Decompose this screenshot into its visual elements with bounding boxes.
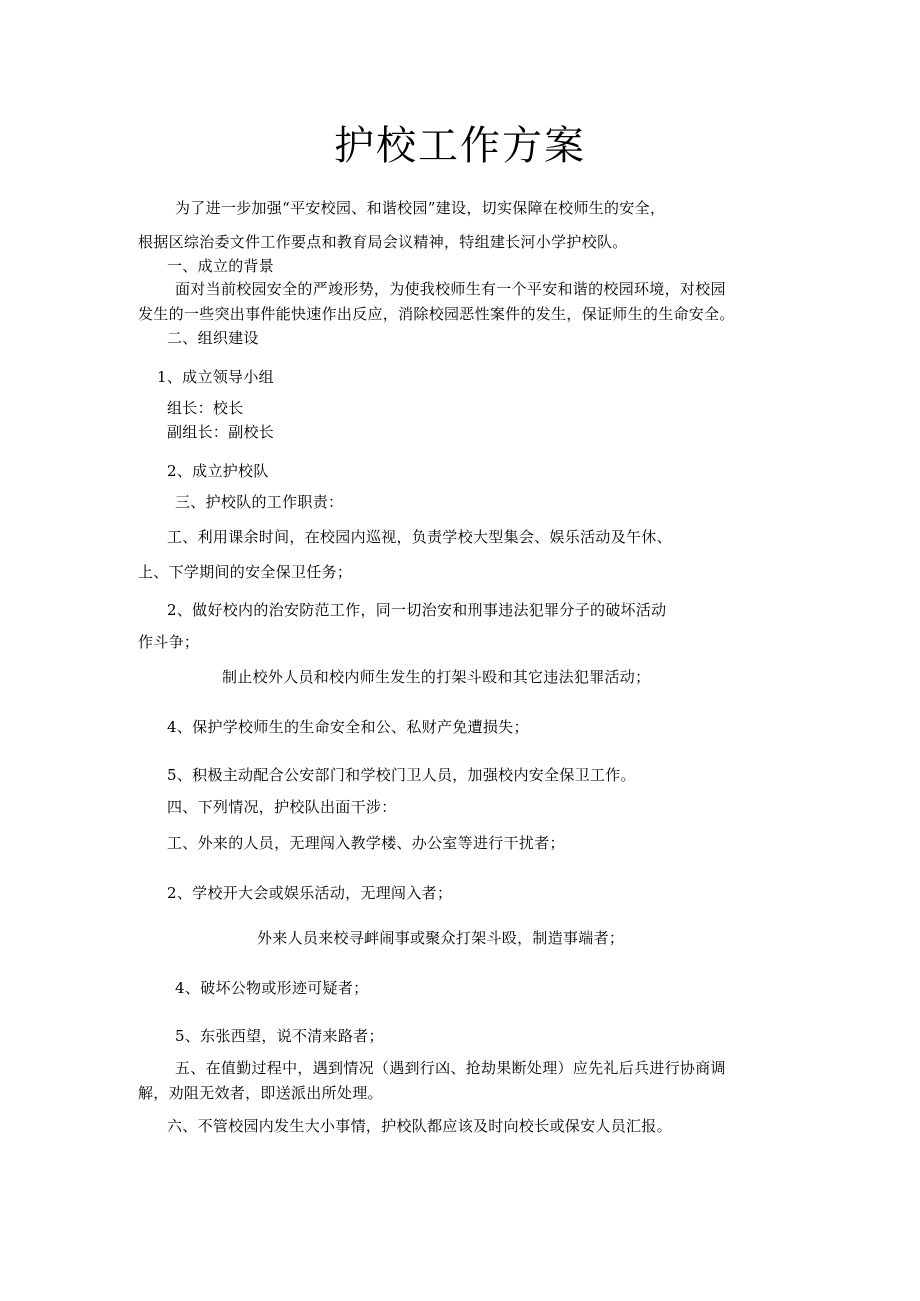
section-1-heading: 一、成立的背景 [167,257,275,275]
leader-line: 组长：校长 [167,399,244,417]
deputy-leader-line: 副组长：副校长 [167,423,275,441]
case-2: 2、学校开大会或娱乐活动，无理闯入者； [167,884,453,902]
duty-2-line-1: 2、做好校内的治安防范工作，同一切治安和刑事违法犯罪分子的破坏活动 [167,601,667,619]
section-1-line-2: 发生的一些突出事件能快速作出反应，消除校园恶性案件的发生，保证师生的生命安全。 [138,305,735,323]
intro-line-1: 为了进一步加强“平安校园、和谐校园”建设，切实保障在校师生的安全， [175,199,666,217]
case-4: 4、破坏公物或形迹可疑者； [175,979,369,997]
section-3-heading: 三、护校队的工作职责： [175,493,344,511]
duty-2-line-2: 作斗争； [138,633,200,651]
section-6: 六、不管校园内发生大小事情，护校队都应该及时向校长或保安人员汇报。 [167,1117,672,1135]
section-4-heading: 四、下列情况，护校队出面干涉： [167,798,397,816]
item-patrol-team: 2、成立护校队 [167,462,269,480]
duty-3: 制止校外人员和校内师生发生的打架斗殴和其它违法犯罪活动； [222,668,651,686]
case-3: 外来人员来校寻衅闹事或聚众打架斗殴，制造事端者； [257,929,625,947]
case-5: 5、东张西望，说不清来路者； [175,1027,384,1045]
section-5-line-1: 五、在值勤过程中，遇到情况（遇到行凶、抢劫果断处理）应先礼后兵进行协商调 [175,1059,726,1077]
case-1: 工、外来的人员，无理闯入教学楼、办公室等进行干扰者； [167,834,565,852]
duty-1-line-2: 上、下学期间的安全保卫任务； [138,563,353,581]
duty-4: 4、保护学校师生的生命安全和公、私财产免遭损失； [167,718,529,736]
duty-1-line-1: 工、利用课余时间，在校园内巡视，负责学校大型集会、娱乐活动及午休、 [167,528,672,546]
section-1-line-1: 面对当前校园安全的严竣形势，为使我校师生有一个平安和谐的校园环境，对校园 [175,280,726,298]
section-5-line-2: 解，劝阻无效者，即送派出所处理。 [138,1084,383,1102]
item-leadership-group: 1、成立领导小组 [157,368,274,386]
duty-5: 5、积极主动配合公安部门和学校门卫人员，加强校内安全保卫工作。 [167,766,636,784]
intro-line-2: 根据区综治委文件工作要点和教育局会议精神，特组建长河小学护校队。 [138,233,628,251]
section-2-heading: 二、组织建设 [167,329,259,347]
document-title: 护校工作方案 [334,123,586,169]
